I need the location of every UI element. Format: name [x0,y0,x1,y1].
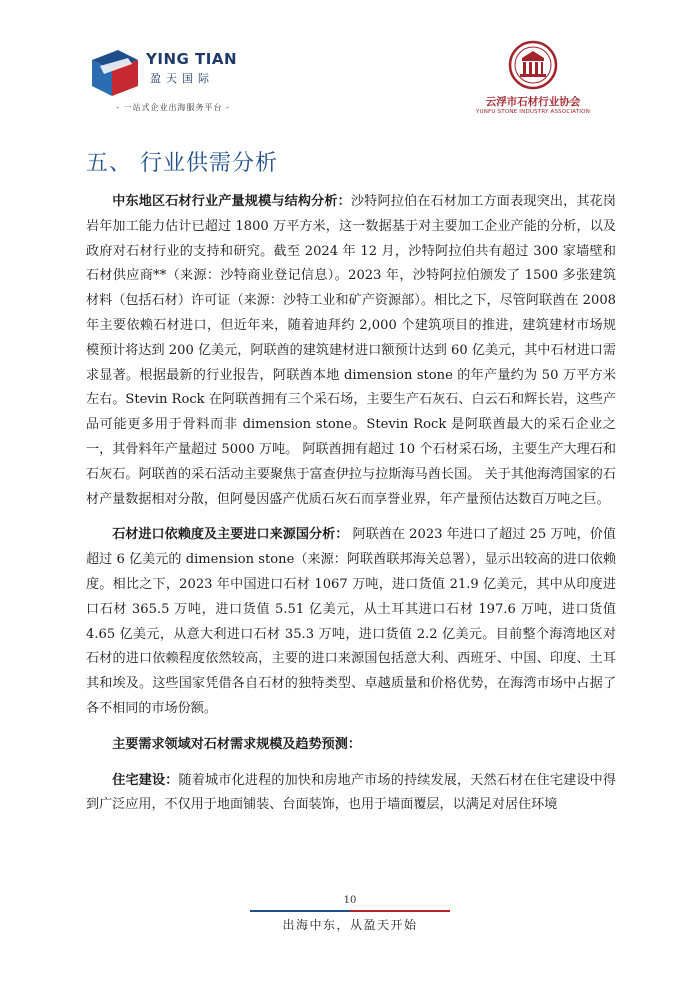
document-body [86,190,616,829]
section-title: 五、 行业供需分析 [86,151,278,176]
association-name-en: YUNFU STONE INDUSTRY ASSOCIATION [475,109,591,115]
association-name: 云浮市石材行业协会 [485,96,581,108]
paragraph-demand-heading [86,733,616,758]
subsection-heading: 主要需求领域对石材需求规模及趋势预测： [112,736,361,752]
paragraph-residential [86,769,616,819]
association-logo [458,40,608,120]
association-seal-icon [508,40,558,90]
paragraph-text: 随着城市化进程的加快和房地产市场的持续发展，天然石材在住宅建设中得到广泛应用，不仅用于地面铺装、台面装饰，也用于墙面覆层，以满足对居住环境 [86,772,617,813]
paragraph-heading: 石材进口依赖度及主要进口来源国分析： [112,527,349,543]
brand-name: YING TIAN [146,50,238,68]
brand-tagline: - 一站式企业出海服务平台 - [116,103,230,112]
paragraph-imports [86,523,616,721]
paragraph-production [86,190,616,512]
paragraph-text: 阿联酋在 2023 年进口了超过 25 万吨，价值超过 6 亿美元的 dimension stone（来源：阿联酋联邦海关总署），显示出较高的进口依赖度。相比之下，2023 年中国进口石材 1067 万吨，进口货值 21.9 亿美元，其中从印度进口石材 365.5 万吨，进口货值 5.51 亿美元，从土耳其进口石材 197.6 万吨，进口货值 4.65 亿美元，从意大利进口石材 35.3 万吨，进口货值 2.2 亿美元。目前整个海湾地区对石材的进口依赖程度依然较高，主要的进口来源国包括意大利、西班牙、中国、印度、土耳其和埃及。这些国家凭借各自石材的独特类型、卓越质量和价格优势，在海湾市场中占据了各不相同的市场份额。 [86,527,617,716]
paragraph-heading: 住宅建设： [112,772,179,788]
footer-divider [250,910,450,912]
yingtian-logo [88,40,258,110]
paragraph-text: 沙特阿拉伯在石材加工方面表现突出，其花岗岩年加工能力估计已超过 1800 万平方米，这一数据基于对主要加工企业产能的分析，以及政府对石材行业的支持和研究。截至 2024 年 12 月，沙特阿拉伯共有超过 300 家墙壁和石材供应商**（来源：沙特商业登记信息）。2023 年，沙特阿拉伯颁发了 1500 多张建筑材料（包括石材）许可证（来源：沙特工业和矿产资源部）。相比之下，尽管阿联酋在 2008 年主要依赖石材进口，但近年来，随着迪拜约 2,000 个建筑项目的推进，建筑建材市场规模预计将达到 200 亿美元，阿联酋的建筑建材进口额预计达到 60 亿美元，其中石材进口需求显著。根据最新的行业报告，阿联酋本地 dimension stone 的年产量约为 50 万平方米左右。Stevin Rock 在阿联酋拥有三个采石场，主要生产石灰石、白云石和辉长岩，这些产品可能更多用于骨料而非 dimension stone。Stevin Rock 是阿联酋最大的采石企业之一，其骨料年产量超过 5000 万吨。 阿联酋拥有超过 10 个石材采石场，主要生产大理石和石灰石。阿联酋的采石活动主要聚焦于富查伊拉与拉斯海马酋长国。 关于其他海湾国家的石材产量数据相对分散，但阿曼因盛产优质石灰石而享誉业界，年产量预估达数百万吨之巨。 [86,194,617,507]
footer-slogan: 出海中东，从盈天开始 [282,918,418,932]
brand-name-cn: 盈天国际 [150,72,214,85]
page-number: 10 [343,895,357,906]
paragraph-heading: 中东地区石材行业产量规模与结构分析： [112,194,351,209]
yingtian-logo-icon [88,46,142,100]
